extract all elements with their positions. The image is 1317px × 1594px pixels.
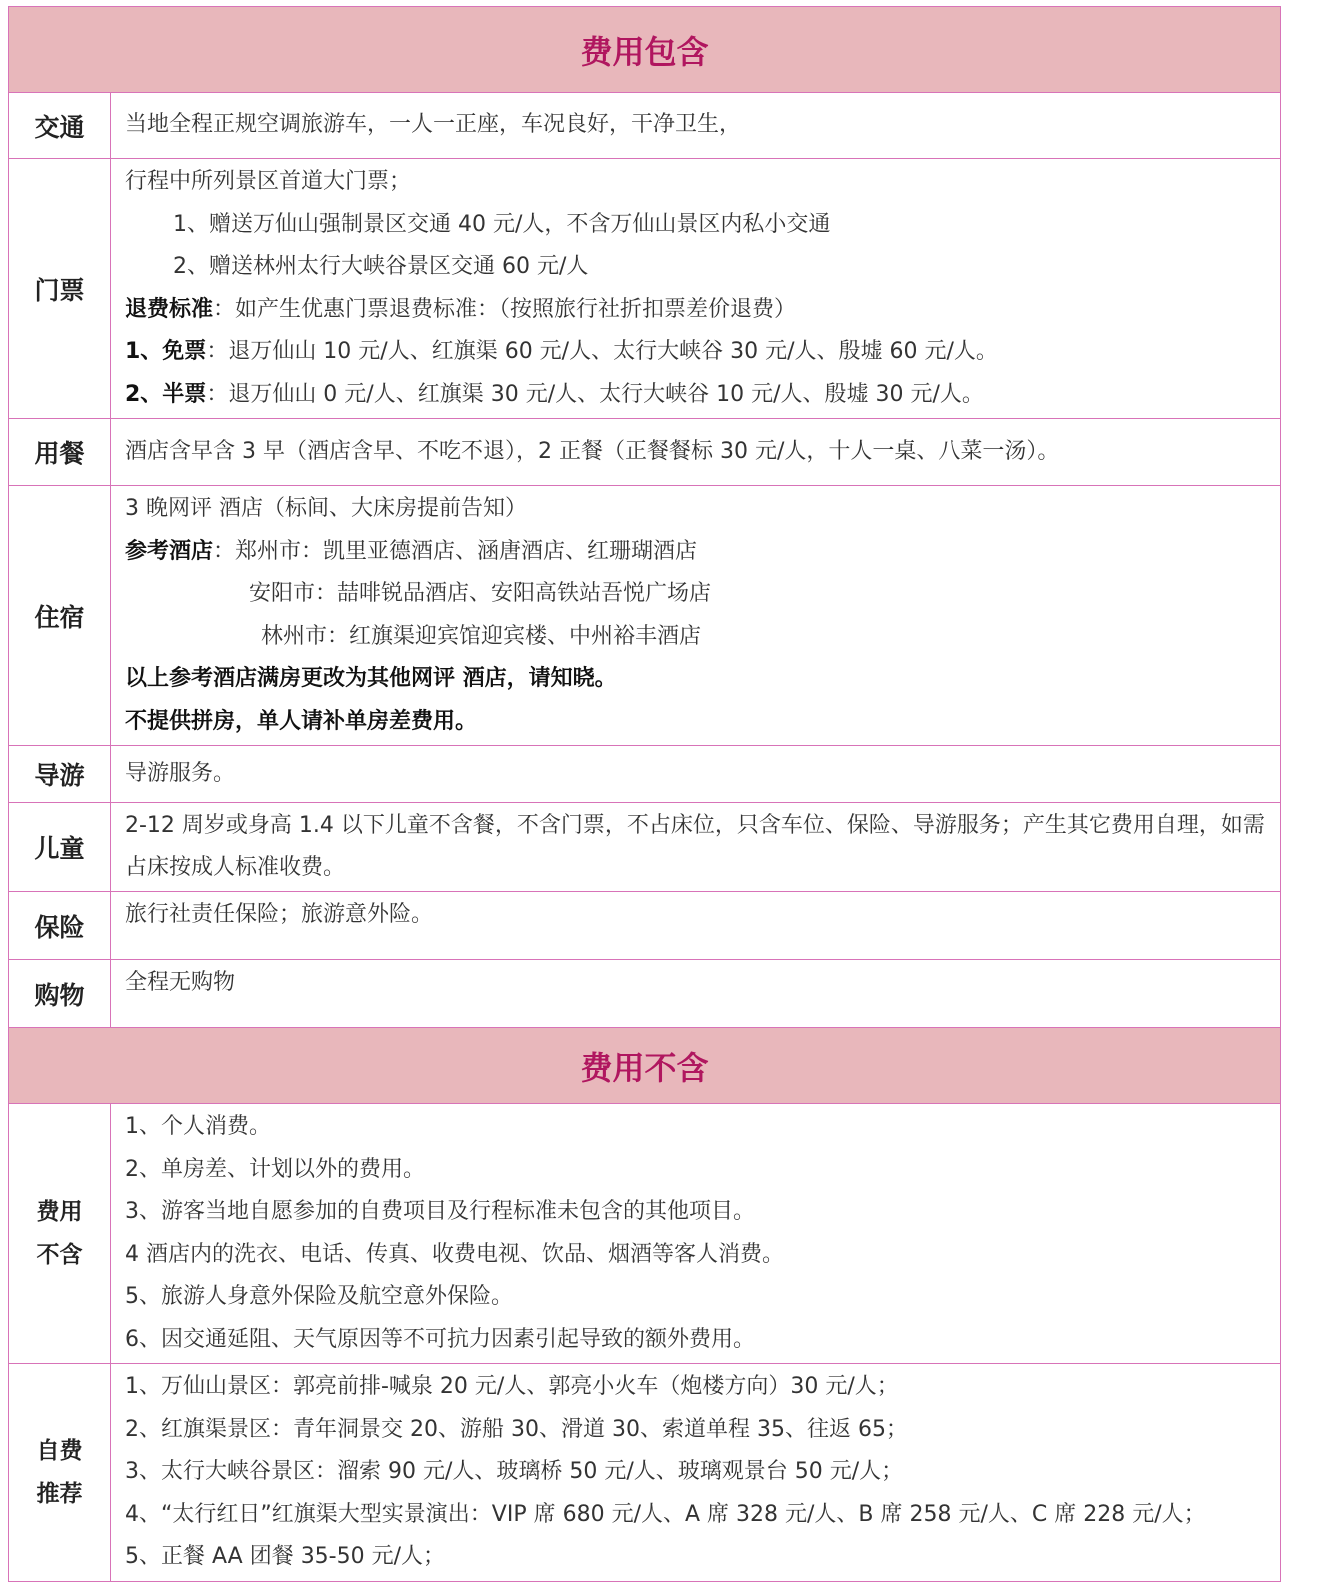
not-included-item: 1、个人消费。 — [125, 1114, 271, 1139]
row-optional — [9, 1364, 1281, 1582]
row-meals — [9, 419, 1281, 486]
half-text: ：退万仙山 0 元/人、红旗渠 30 元/人、太行大峡谷 10 元/人、殷墟 30 元/人。 — [206, 381, 984, 407]
insurance-text: 旅行社责任保险；旅游意外险。 — [125, 902, 434, 927]
shopping-text: 全程无购物 — [125, 970, 236, 995]
optional-item: 2、红旗渠景区：青年洞景交 20、游船 30、滑道 30、索道单程 35、往返 65； — [125, 1416, 908, 1442]
label-meals: 用餐 — [9, 419, 111, 486]
not-included-item: 6、因交通延阻、天气原因等不可抗力因素引起导致的额外费用。 — [125, 1326, 755, 1352]
tickets-half-line — [125, 374, 1280, 417]
optional-item: 5、正餐 AA 团餐 35-50 元/人； — [125, 1544, 446, 1570]
fee-sheet — [8, 6, 1280, 1582]
not-included-item: 2、单房差、计划以外的费用。 — [125, 1156, 425, 1182]
not-included-item: 3、游客当地自愿参加的自费项目及行程标准未包含的其他项目。 — [125, 1199, 755, 1224]
transport-text: 当地全程正规空调旅游车，一人一正座，车况良好，干净卫生， — [125, 112, 742, 138]
tickets-free-line — [125, 331, 1280, 374]
row-not-included — [9, 1104, 1281, 1364]
label-optional-1: 自费 — [36, 1437, 83, 1464]
lodging-line-1: 3 晚网评 酒店（标间、大床房提前告知） — [125, 496, 527, 521]
excluded-title: 费用不含 — [580, 1048, 709, 1087]
row-guide — [9, 746, 1281, 803]
refund-label: 退费标准 — [125, 296, 214, 322]
fee-table — [8, 6, 1281, 1582]
row-insurance — [9, 892, 1281, 960]
lodging-ref-line — [125, 531, 1280, 574]
half-label: 2、半票 — [125, 381, 207, 407]
lodging-line-5 — [125, 658, 1280, 701]
tickets-line-1: 行程中所列景区首道大门票； — [125, 169, 412, 194]
excluded-header — [9, 1028, 1281, 1104]
label-not-included — [9, 1104, 111, 1364]
label-lodging: 住宿 — [9, 486, 111, 746]
label-not-included-1: 费用 — [36, 1198, 83, 1225]
not-included-item: 5、旅游人身意外保险及航空意外保险。 — [125, 1284, 513, 1309]
children-text: 2-12 周岁或身高 1.4 以下儿童不含餐，不含门票，不占床位，只含车位、保险、导游服务；产生其它费用自理，如需占床按成人标准收费。 — [125, 813, 1265, 880]
refund-text: ：如产生优惠门票退费标准：（按照旅行社折扣票差价退费） — [213, 296, 797, 322]
ref-hotel-text: ：郑州市：凯里亚德酒店、涵唐酒店、红珊瑚酒店 — [213, 538, 698, 564]
optional-item: 3、太行大峡谷景区：溜索 90 元/人、玻璃桥 50 元/人、玻璃观景台 50 元/人； — [125, 1459, 904, 1485]
label-children: 儿童 — [9, 803, 111, 892]
label-tickets: 门票 — [9, 159, 111, 419]
lodging-note-2: 不提供拼房，单人请补单房差费用。 — [125, 708, 478, 734]
meals-text: 酒店含早含 3 早（酒店含早、不吃不退），2 正餐（正餐餐标 30 元/人，十人一桌、八菜一汤）。 — [125, 438, 1060, 464]
row-children — [9, 803, 1281, 892]
not-included-item: 4 酒店内的洗衣、电话、传真、收费电视、饮品、烟酒等客人消费。 — [125, 1241, 784, 1267]
lodging-line-4: 林州市：红旗渠迎宾馆迎宾楼、中州裕丰酒店 — [261, 623, 702, 649]
label-insurance: 保险 — [9, 892, 111, 960]
lodging-note-1: 以上参考酒店满房更改为其他网评 酒店，请知晓。 — [125, 666, 617, 691]
free-label: 1、免票 — [125, 339, 207, 364]
label-guide: 导游 — [9, 746, 111, 803]
row-shopping — [9, 960, 1281, 1028]
ref-hotel-label: 参考酒店 — [125, 538, 214, 564]
lodging-line-3: 安阳市：喆啡锐品酒店、安阳高铁站吾悦广场店 — [249, 581, 712, 606]
included-header — [9, 7, 1281, 93]
label-not-included-2: 不含 — [36, 1241, 83, 1268]
tickets-line-3: 2、赠送林州太行大峡谷景区交通 60 元/人 — [173, 254, 589, 279]
label-optional-2: 推荐 — [36, 1480, 83, 1507]
optional-item: 4、“太行红日”红旗渠大型实景演出：VIP 席 680 元/人、A 席 328 元/人、B 席 258 元/人、C 席 228 元/人； — [125, 1501, 1206, 1527]
tickets-refund-line — [125, 289, 1280, 332]
label-transport: 交通 — [9, 93, 111, 159]
optional-item: 1、万仙山景区：郭亮前排-喊泉 20 元/人、郭亮小火车（炮楼方向）30 元/人； — [125, 1374, 899, 1400]
row-tickets — [9, 159, 1281, 419]
row-transport — [9, 93, 1281, 159]
lodging-line-6 — [125, 701, 1280, 744]
row-lodging — [9, 486, 1281, 746]
included-title: 费用包含 — [580, 32, 709, 71]
label-shopping: 购物 — [9, 960, 111, 1028]
label-optional — [9, 1364, 111, 1582]
guide-text: 导游服务。 — [125, 760, 236, 786]
free-text: ：退万仙山 10 元/人、红旗渠 60 元/人、太行大峡谷 30 元/人、殷墟 60 元/人。 — [206, 339, 998, 364]
tickets-line-2: 1、赠送万仙山强制景区交通 40 元/人，不含万仙山景区内私小交通 — [173, 211, 831, 237]
